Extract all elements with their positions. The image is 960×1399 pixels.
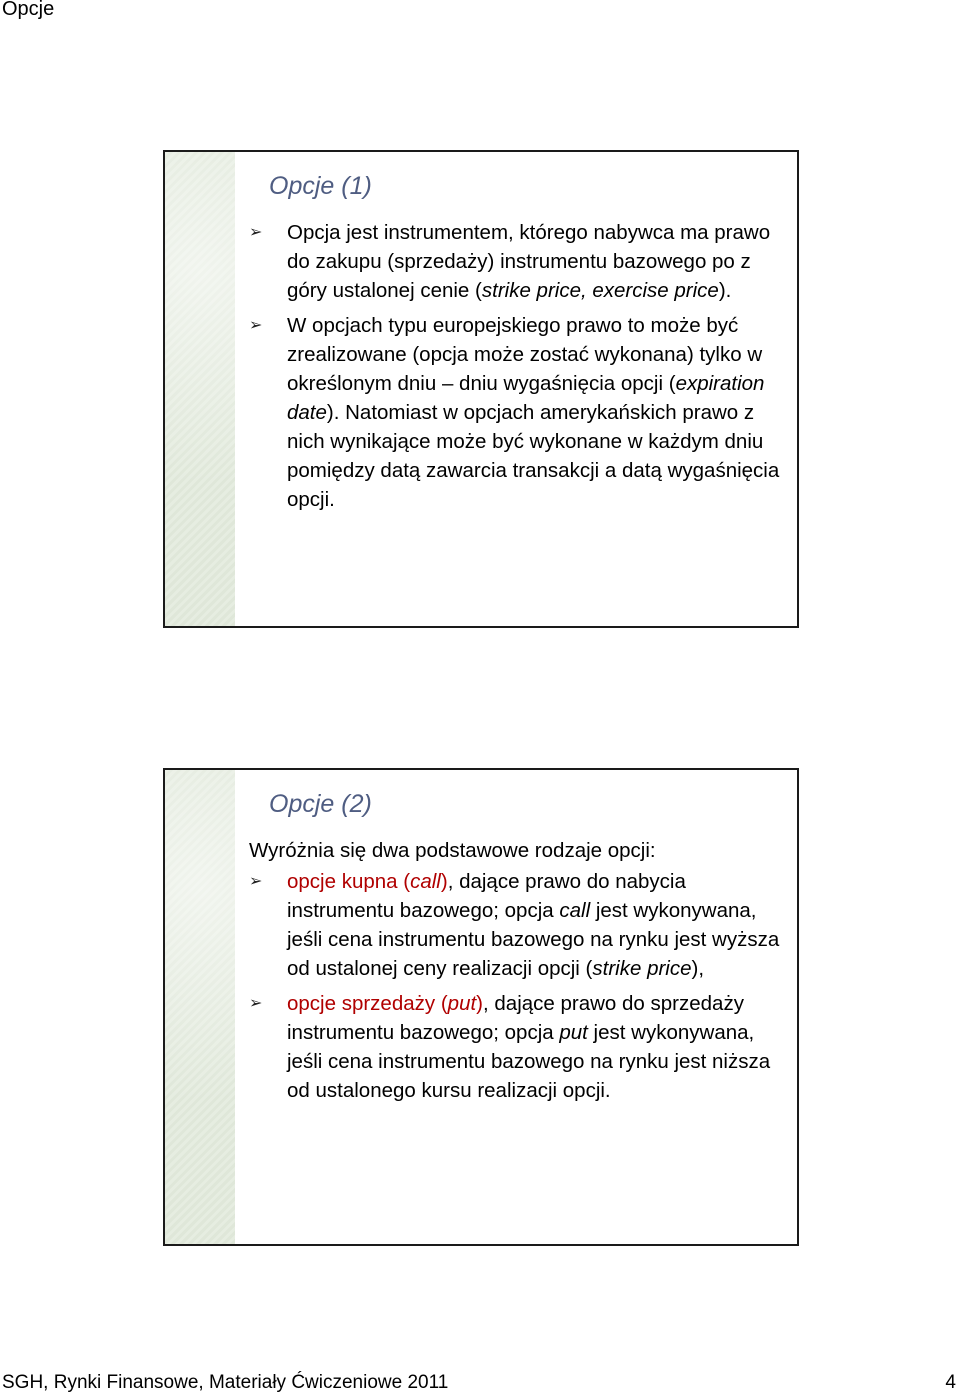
arrow-bullet-icon: ➢ (249, 317, 263, 334)
slide-decoration-strip (165, 152, 235, 626)
slide-2-lead: Wyróżnia się dwa podstawowe rodzaje opcji: (249, 839, 656, 862)
option-type-label: ) (440, 870, 448, 893)
page-number: 4 (945, 1372, 956, 1393)
bullet-text-italic: strike price (592, 957, 692, 980)
slide-1-body (249, 218, 789, 520)
option-type-label: opcje sprzedaży ( (287, 992, 448, 1015)
bullet-text-italic: put (559, 1021, 588, 1044)
slide-2-body (249, 836, 789, 1111)
bullet-text-italic: expiration date (287, 372, 765, 424)
slide-1 (163, 150, 799, 628)
document-footer: SGH, Rynki Finansowe, Materiały Ćwiczeniowe 2011 (2, 1372, 449, 1393)
bullet-text: ). Natomiast w opcjach amerykańskich prawo z nich wynikające może być wykonane w każdym dniu pomiędzy datą zawarcia transakcji a datą wygaśnięcia opcji. (287, 401, 780, 511)
bullet-text: , dające prawo do sprzedaży instrumentu bazowego; opcja (287, 992, 744, 1044)
option-type-label: ) (476, 992, 483, 1015)
arrow-bullet-icon: ➢ (249, 224, 263, 241)
arrow-bullet-icon: ➢ (249, 873, 263, 890)
bullet-text-italic: call (559, 899, 591, 922)
option-type-label-italic: call (410, 870, 441, 893)
slide-decoration-strip (165, 770, 235, 1244)
bullet-text-italic: strike price, exercise price (481, 279, 719, 302)
slide-2-bullet-item (249, 989, 789, 1105)
slide-2-title: Opcje (2) (269, 790, 372, 818)
slide-2 (163, 768, 799, 1246)
bullet-text: jest wykonywana, jeśli cena instrumentu bazowego na rynku jest wyższa od ustalonej ceny realizacji opcji ( (287, 899, 780, 980)
bullet-text: Opcja jest instrumentem, którego nabywca ma prawo do zakupu (sprzedaży) instrumentu bazowego po z góry ustalonej cenie ( (287, 221, 771, 302)
slide-1-bullet-item (249, 218, 789, 305)
bullet-text: ). (718, 279, 732, 302)
option-type-label-italic: put (447, 992, 477, 1015)
slide-1-bullet-item (249, 311, 789, 514)
document-header-title: Opcje (2, 0, 55, 20)
bullet-text: , dające prawo do nabycia instrumentu bazowego; opcja (287, 870, 686, 922)
slide-2-bullet-item (249, 867, 789, 983)
arrow-bullet-icon: ➢ (249, 995, 263, 1012)
bullet-text: W opcjach typu europejskiego prawo to może być zrealizowane (opcja może zostać wykonana) tylko w określonym dniu – dniu wygaśnięcia opcji ( (287, 314, 763, 395)
bullet-text: jest wykonywana, jeśli cena instrumentu bazowego na rynku jest niższa od ustalonego kursu realizacji opcji. (287, 1021, 771, 1102)
option-type-label: opcje kupna ( (287, 870, 411, 893)
bullet-text: ), (691, 957, 705, 980)
slide-1-title: Opcje (1) (269, 172, 372, 200)
